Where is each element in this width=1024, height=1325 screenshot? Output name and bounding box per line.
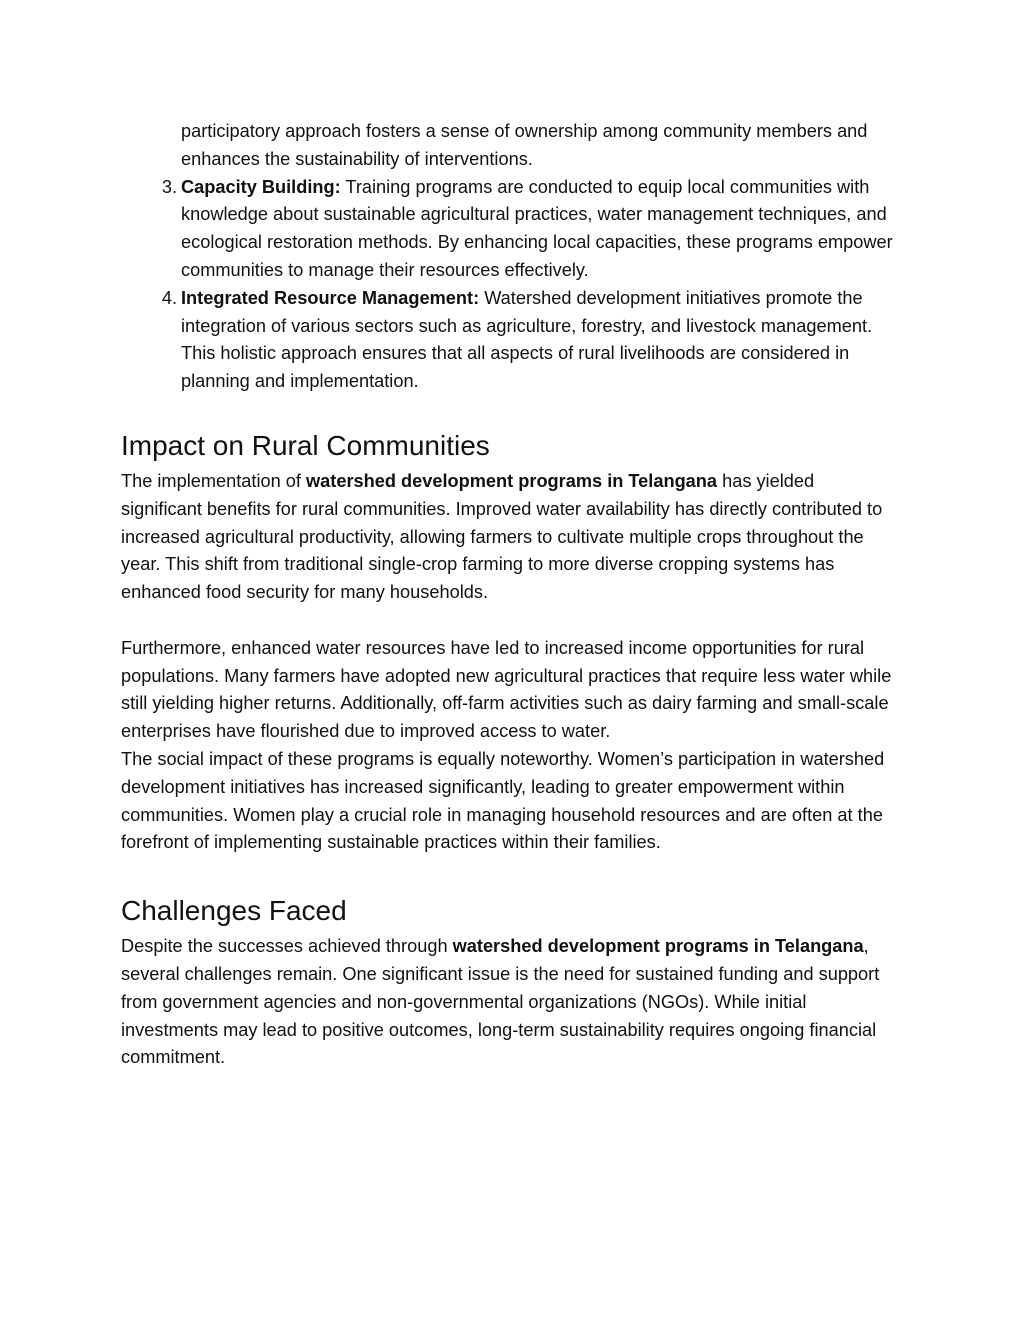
list-continuation-text: participatory approach fosters a sense of ownership among community members and enhances the sustainability of interventions. [181,121,868,169]
challenges-paragraph-1 [121,933,897,1072]
impact-paragraph-1 [121,468,897,607]
list-item-text: Training programs are conducted to equip local communities with knowledge about sustainable agricultural practices, water management techniques, and ecological restoration methods. By enhancing local capacities, these programs empower communities to manage their resources effectively. [181,176,893,280]
impact-p1-text-before: The implementation of [121,470,307,491]
list-item-label: Capacity Building: [181,176,341,197]
document-page [121,118,897,1072]
challenges-p1-bold: watershed development programs in Telangana [452,936,864,957]
challenges-p1-text-after: , several challenges remain. One significant issue is the need for sustained funding and support from government agencies and non-governmental organizations (NGOs). While initial investments may lead to positive outcomes, long-term sustainability requires ongoing financial commitment. [121,936,880,1068]
list-item-number: 4. [161,287,177,308]
list-item-label: Integrated Resource Management: [181,287,480,308]
paragraph-spacer [121,607,897,635]
impact-p1-text-after: has yielded significant benefits for rural communities. Improved water availability has directly contributed to increased agricultural productivity, allowing farmers to cultivate multiple crops throughout the year. This shift from traditional single-crop farming to more diverse cropping systems has enhanced food security for many households. [121,470,883,603]
challenges-p1-text-before: Despite the successes achieved through [121,936,453,957]
list-item-text: Watershed development initiatives promote the integration of various sectors such as agriculture, forestry, and livestock management. This holistic approach ensures that all aspects of rural livelihoods are considered in planning and implementation. [181,287,873,392]
list-item-number: 3. [161,176,177,197]
section-heading-challenges: Challenges Faced [121,895,347,927]
impact-p1-bold: watershed development programs in Telangana [306,470,718,491]
impact-paragraph-3: The social impact of these programs is equally noteworthy. Women’s participation in watershed development initiatives has increased significantly, leading to greater empowerment within communities. Women play a crucial role in managing household resources and are often at the forefront of implementing sustainable practices within their families. [121,748,885,853]
list-item [121,285,897,396]
impact-paragraph-2: Furthermore, enhanced water resources have led to increased income opportunities for rural populations. Many farmers have adopted new agricultural practices that require less water while still yielding higher returns. Additionally, off-farm activities such as dairy farming and small-scale enterprises have flourished due to improved access to water. [121,637,892,742]
numbered-list [121,174,897,396]
section-heading-impact: Impact on Rural Communities [121,429,490,461]
list-item [121,174,897,285]
